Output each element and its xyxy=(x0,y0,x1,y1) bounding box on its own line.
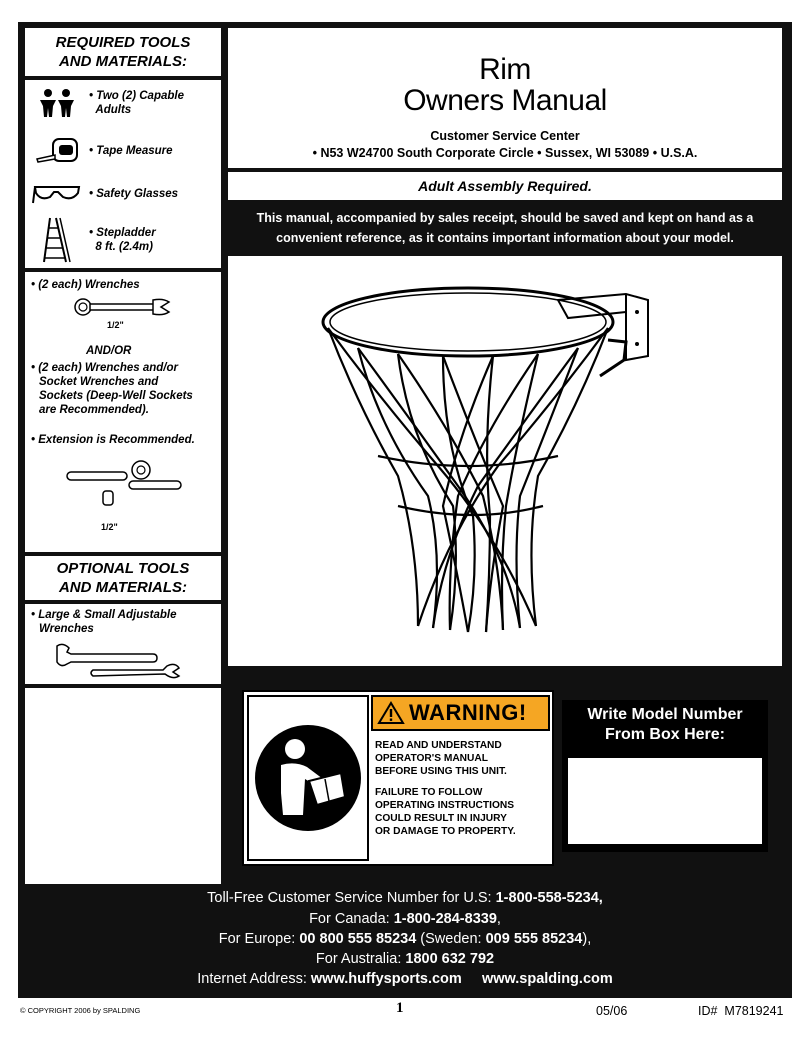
model-heading-line1: Write Model Number xyxy=(587,706,743,723)
assembly-banner xyxy=(228,172,782,200)
footer-url-huffy[interactable]: www.huffysports.com xyxy=(310,971,462,987)
read-manual-icon xyxy=(253,723,363,833)
model-number-heading xyxy=(562,700,768,745)
service-center-label: Customer Service Center xyxy=(430,129,580,143)
wrench-item-2-line3: Sockets (Deep-Well Sockets xyxy=(39,390,193,402)
warning-line-1: READ AND UNDERSTAND xyxy=(375,740,502,751)
footer-europe-label: For Europe: xyxy=(218,931,300,947)
wrenches-section xyxy=(25,272,221,552)
footer-europe xyxy=(18,929,792,949)
id-label: ID# xyxy=(698,1004,718,1018)
warning-triangle-icon xyxy=(377,701,405,725)
footer-us xyxy=(18,888,792,908)
footer-australia-label: For Australia: xyxy=(315,951,406,967)
page-number: 1 xyxy=(396,1000,404,1016)
tool-ladder-line1: Stepladder xyxy=(96,227,156,239)
tool-adults-line1: Two (2) Capable xyxy=(96,90,184,102)
wrench-item-2-line1: • (2 each) Wrenches and/or xyxy=(31,362,178,374)
required-tools-list xyxy=(25,80,221,268)
wrench-size-2: 1/2" xyxy=(101,522,118,532)
model-heading-line2: From Box Here: xyxy=(604,726,726,743)
adjustable-wrench-icon xyxy=(53,640,183,685)
optional-item-line1: • Large & Small Adjustable xyxy=(31,609,177,621)
tool-item-tape-measure: • Tape Measure xyxy=(25,132,221,170)
manual-title xyxy=(228,54,782,116)
warning-title: WARNING! xyxy=(409,700,527,725)
wrench-item-2-line4: are Recommended). xyxy=(39,404,149,416)
warning-line-6: COULD RESULT IN INJURY xyxy=(375,813,507,824)
warning-label xyxy=(242,690,554,866)
required-heading-line2: AND MATERIALS: xyxy=(58,53,188,70)
tool-adults-line2: Adults xyxy=(95,104,132,116)
id-value: M7819241 xyxy=(724,1004,784,1018)
footer-us-label: Toll-Free Customer Service Number for U.S: xyxy=(207,890,496,906)
left-blank-box xyxy=(25,688,221,884)
required-heading-line1: REQUIRED TOOLS xyxy=(55,34,191,51)
extension-note: • Extension is Recommended. xyxy=(31,434,195,446)
tool-tape-label: Tape Measure xyxy=(96,145,173,157)
rim-illustration-panel xyxy=(228,256,782,666)
title-line1: Rim xyxy=(479,53,531,86)
warning-line-4: FAILURE TO FOLLOW xyxy=(375,787,483,798)
footer-sweden-label: (Sweden: xyxy=(416,931,486,947)
document-id xyxy=(698,1004,783,1018)
title-header xyxy=(228,28,782,168)
warning-line-2: OPERATOR'S MANUAL xyxy=(375,753,488,764)
footer-australia xyxy=(18,949,792,969)
model-number-box xyxy=(562,700,768,852)
footer-europe-number: 00 800 555 85234 xyxy=(299,931,417,947)
notice-text xyxy=(228,208,782,248)
optional-heading-line2: AND MATERIALS: xyxy=(58,579,188,596)
tool-item-safety-glasses: • Safety Glasses xyxy=(25,175,221,213)
footer-sweden-tail: ), xyxy=(582,931,592,947)
required-tools-header xyxy=(25,28,221,76)
address-line: • N53 W24700 South Corporate Circle • Sussex, WI 53089 • U.S.A. xyxy=(312,146,698,160)
footer-sweden-number: 009 555 85234 xyxy=(485,931,583,947)
footer-canada-tail: , xyxy=(496,911,501,927)
tape-measure-icon xyxy=(25,132,89,170)
warning-text-2 xyxy=(375,786,516,838)
page-frame xyxy=(18,22,792,998)
wrench-item-2-line2: Socket Wrenches and xyxy=(39,376,159,388)
footer-canada-number: 1-800-284-8339 xyxy=(393,911,497,927)
tool-glasses-label: Safety Glasses xyxy=(96,188,179,200)
basketball-rim-net-illustration xyxy=(228,256,782,666)
tool-ladder-line2: 8 ft. (2.4m) xyxy=(95,241,153,253)
optional-tools-list xyxy=(25,604,221,684)
model-number-write-area[interactable] xyxy=(568,758,762,844)
and-or-label: AND/OR xyxy=(86,345,132,357)
notice-line2: convenient reference, as it contains important information about your model. xyxy=(276,231,734,245)
warning-line-7: OR DAMAGE TO PROPERTY. xyxy=(375,826,516,837)
safety-glasses-icon xyxy=(25,175,89,213)
wrench-item-1: • (2 each) Wrenches xyxy=(31,279,140,291)
contact-block xyxy=(228,128,782,162)
combination-wrench-icon xyxy=(73,296,173,323)
copyright-text: © COPYRIGHT 2006 by SPALDING xyxy=(20,1006,141,1015)
warning-line-5: OPERATING INSTRUCTIONS xyxy=(375,800,515,811)
tool-item-adults: • Two (2) Capable Adults xyxy=(25,84,221,122)
stepladder-icon xyxy=(25,215,89,265)
title-line2: Owners Manual xyxy=(403,84,607,117)
date-code: 05/06 xyxy=(596,1004,628,1018)
read-manual-pictogram xyxy=(247,695,369,861)
warning-line-3: BEFORE USING THIS UNIT. xyxy=(375,766,507,777)
optional-item-line2: Wrenches xyxy=(39,623,94,635)
footer-australia-number: 1800 632 792 xyxy=(405,951,495,967)
optional-heading-line1: OPTIONAL TOOLS xyxy=(56,560,190,577)
footer-canada xyxy=(18,909,792,929)
socket-wrench-icon xyxy=(63,458,183,513)
warning-text-1 xyxy=(375,739,507,778)
warning-header xyxy=(371,695,550,731)
wrench-size-1: 1/2" xyxy=(107,320,124,330)
footer-us-number: 1-800-558-5234, xyxy=(495,890,603,906)
assembly-text: Adult Assembly Required. xyxy=(418,178,592,194)
footer-internet xyxy=(18,969,792,989)
tool-item-stepladder: • Stepladder 8 ft. (2.4m) xyxy=(25,215,221,265)
wrench-item-2 xyxy=(31,361,193,417)
optional-tools-header xyxy=(25,556,221,600)
footer-internet-label: Internet Address: xyxy=(197,971,311,987)
footer-url-spalding[interactable]: www.spalding.com xyxy=(481,971,613,987)
footer-canada-label: For Canada: xyxy=(309,911,394,927)
adults-icon xyxy=(25,84,89,122)
notice-line1: This manual, accompanied by sales receipt, should be saved and kept on hand as a xyxy=(256,211,754,225)
